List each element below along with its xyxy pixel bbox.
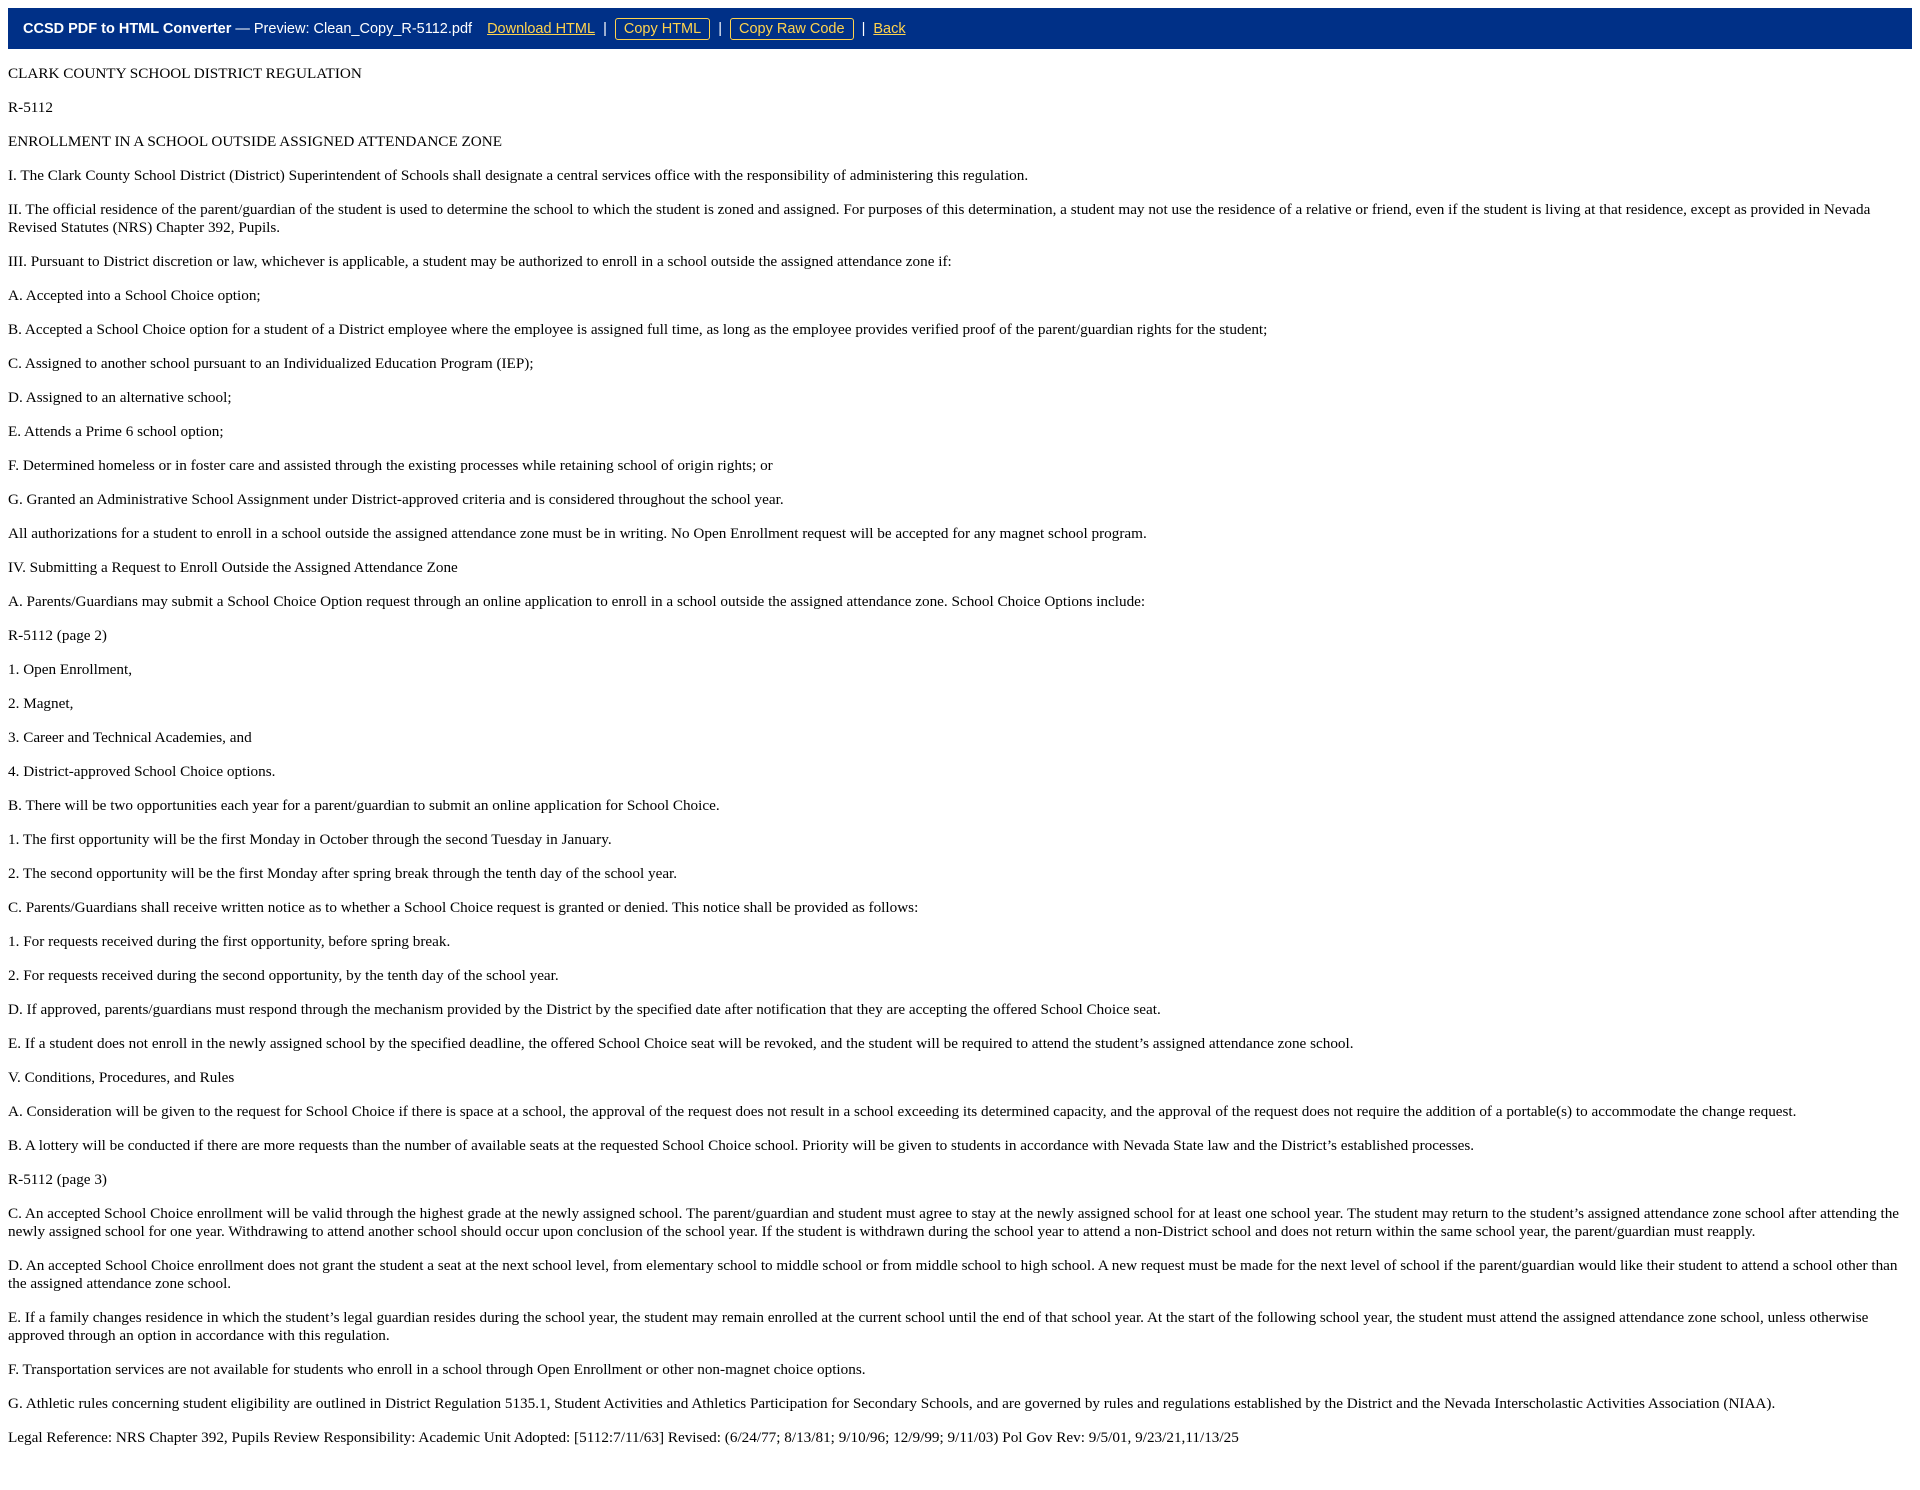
document-paragraph: C. An accepted School Choice enrollment will be valid through the highest grade at the newly assigned school. The parent/guardian and student must agree to stay at the newly assigned school for at least one school year. The student may return to the student’s assigned attendance zone school after attending the newly assigned school for one year. Withdrawing to attend another school should occur upon conclusion of the school year. If the student is withdrawn during the school year to attend a non-District school and does not return within the same school year, the parent/guardian must reapply.	[8, 1205, 1900, 1240]
document-paragraph: E. Attends a Prime 6 school option;	[8, 423, 224, 440]
document-paragraph: IV. Submitting a Request to Enroll Outside the Assigned Attendance Zone	[8, 559, 458, 576]
app-name: CCSD PDF to HTML Converter	[23, 20, 232, 37]
document-paragraph: F. Determined homeless or in foster care and assisted through the existing processes while retaining school of origin rights; or	[8, 457, 773, 474]
toolbar-separator: |	[603, 20, 607, 37]
document-paragraph: II. The official residence of the parent/guardian of the student is used to determine the school to which the student is zoned and assigned. For purposes of this determination, a student may not use the residence of a relative or friend, even if the student is living at that residence, except as provided in Nevada Revised Statutes (NRS) Chapter 392, Pupils.	[8, 201, 1871, 236]
document-paragraph: B. A lottery will be conducted if there are more requests than the number of available seats at the requested School Choice school. Priority will be given to students in accordance with Nevada State law and the District’s established processes.	[8, 1137, 1475, 1154]
document-paragraph: R-5112 (page 2)	[8, 627, 107, 644]
document-paragraph: B. Accepted a School Choice option for a student of a District employee where the employee is assigned full time, as long as the employee provides verified proof of the parent/guardian rights for the student;	[8, 321, 1268, 338]
converter-toolbar	[8, 8, 1912, 49]
title-dash: —	[235, 20, 250, 37]
toolbar-separator: |	[861, 20, 866, 37]
document-paragraph: 4. District-approved School Choice options.	[8, 763, 276, 780]
document-paragraph: A. Consideration will be given to the request for School Choice if there is space at a school, the approval of the request does not result in a school exceeding its determined capacity, and the approval of the request does not require the addition of a portable(s) to accommodate the change request.	[8, 1103, 1797, 1120]
document-paragraph: 1. For requests received during the first opportunity, before spring break.	[8, 933, 451, 950]
document-paragraph: I. The Clark County School District (District) Superintendent of Schools shall designate a central services office with the responsibility of administering this regulation.	[8, 167, 1029, 184]
back-link[interactable]: Back	[873, 20, 906, 37]
document-paragraph: 2. The second opportunity will be the first Monday after spring break through the tenth day of the school year.	[8, 865, 678, 882]
document-paragraph: G. Athletic rules concerning student eligibility are outlined in District Regulation 5135.1, Student Activities and Athletics Participation for Secondary Schools, and are governed by rules and regulations established by the District and the Nevada Interscholastic Activities Association (NIAA).	[8, 1395, 1776, 1412]
document-paragraph: V. Conditions, Procedures, and Rules	[8, 1069, 235, 1086]
document-paragraph: CLARK COUNTY SCHOOL DISTRICT REGULATION	[8, 65, 362, 82]
document-paragraph: ENROLLMENT IN A SCHOOL OUTSIDE ASSIGNED ATTENDANCE ZONE	[8, 133, 503, 150]
document-paragraph: R-5112 (page 3)	[8, 1171, 107, 1188]
document-paragraph: D. Assigned to an alternative school;	[8, 389, 232, 406]
copy-html-button[interactable]: Copy HTML	[615, 18, 710, 40]
document-paragraph: Legal Reference: NRS Chapter 392, Pupils Review Responsibility: Academic Unit Adopted: [5112:7/11/63] Revised: (6/24/77; 8/13/81; 9/10/96; 12/9/99; 9/11/03) Pol Gov Rev: 9/5/01, 9/23/21,11/13/25	[8, 1429, 1239, 1446]
document-paragraph: 1. The first opportunity will be the first Monday in October through the second Tuesday in January.	[8, 831, 612, 848]
download-html-link[interactable]: Download HTML	[487, 20, 596, 37]
document-paragraph: 3. Career and Technical Academies, and	[8, 729, 252, 746]
document-paragraph: F. Transportation services are not available for students who enroll in a school through Open Enrollment or other non-magnet choice options.	[8, 1361, 866, 1378]
document-paragraph: C. Assigned to another school pursuant to an Individualized Education Program (IEP);	[8, 355, 534, 372]
document-paragraph: 1. Open Enrollment,	[8, 661, 133, 678]
document-paragraph: All authorizations for a student to enroll in a school outside the assigned attendance zone must be in writing. No Open Enrollment request will be accepted for any magnet school program.	[8, 525, 1147, 542]
document-paragraph: G. Granted an Administrative School Assignment under District-approved criteria and is considered throughout the school year.	[8, 491, 784, 508]
document-paragraph: E. If a family changes residence in which the student’s legal guardian resides during the school year, the student may remain enrolled at the current school until the end of that school year. At the start of the following school year, the student must attend the assigned attendance zone school, unless otherwise approved through an option in accordance with this regulation.	[8, 1309, 1869, 1344]
document-paragraph: E. If a student does not enroll in the newly assigned school by the specified deadline, the offered School Choice seat will be revoked, and the student will be required to attend the student’s assigned attendance zone school.	[8, 1035, 1354, 1052]
document-paragraph: B. There will be two opportunities each year for a parent/guardian to submit an online application for School Choice.	[8, 797, 720, 814]
toolbar-separator: |	[718, 20, 722, 37]
document-paragraph: A. Accepted into a School Choice option;	[8, 287, 261, 304]
document-paragraph: D. If approved, parents/guardians must respond through the mechanism provided by the District by the specified date after notification that they are accepting the offered School Choice seat.	[8, 1001, 1161, 1018]
document-paragraph: C. Parents/Guardians shall receive written notice as to whether a School Choice request is granted or denied. This notice shall be provided as follows:	[8, 899, 919, 916]
document-paragraph: A. Parents/Guardians may submit a School Choice Option request through an online application to enroll in a school outside the assigned attendance zone. School Choice Options include:	[8, 593, 1146, 610]
document-paragraph: III. Pursuant to District discretion or law, whichever is applicable, a student may be authorized to enroll in a school outside the assigned attendance zone if:	[8, 253, 952, 270]
document-paragraph: 2. For requests received during the second opportunity, by the tenth day of the school year.	[8, 967, 559, 984]
document-paragraph: 2. Magnet,	[8, 695, 74, 712]
document-preview	[8, 49, 1912, 1447]
copy-raw-code-button[interactable]: Copy Raw Code	[730, 18, 854, 40]
preview-filename: Preview: Clean_Copy_R-5112.pdf	[253, 20, 473, 37]
document-paragraph: R-5112	[8, 99, 53, 116]
document-paragraph: D. An accepted School Choice enrollment does not grant the student a seat at the next school level, from elementary school to middle school or from middle school to high school. A new request must be made for the next level of school if the parent/guardian would like their student to attend a school other than the assigned attendance zone school.	[8, 1257, 1898, 1292]
